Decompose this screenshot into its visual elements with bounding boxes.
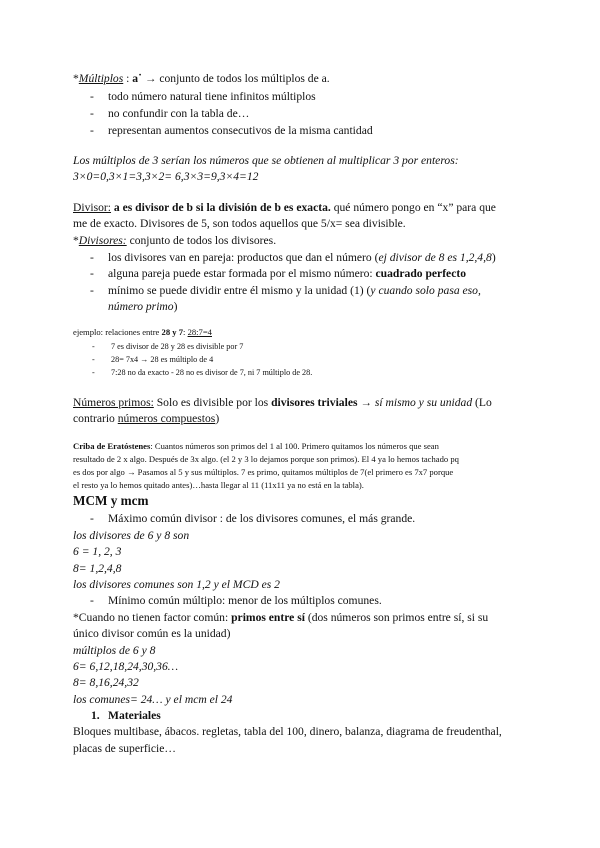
divisor-rest: qué número pongo en “x” para que: [330, 201, 496, 214]
mcm-italic-2: 6 = 1, 2, 3: [73, 545, 122, 558]
multiplos-example-1: Los múltiplos de 3 serían los números que se obtienen al multiplicar 3 por enteros:: [73, 154, 459, 167]
mcm-italic-6: 6= 6,12,18,24,30,36…: [73, 660, 179, 673]
bullet-dash: -: [92, 355, 95, 364]
bullet-dash: -: [90, 284, 94, 297]
separator: :: [123, 72, 133, 85]
materiales-line-1: Bloques multibase, ábacos. regletas, tabla del 100, dinero, balanza, diagrama de freudenthal,: [73, 725, 502, 738]
arrow-text: →: [357, 396, 375, 409]
materiales-line-2: placas de superficie…: [73, 742, 177, 755]
italic-text: y cuando solo pasa eso,: [370, 284, 481, 297]
mcm-italic-5: múltiplos de 6 y 8: [73, 644, 156, 657]
underlined-text: números compuestos: [117, 412, 216, 425]
text: ejemplo: relaciones entre: [73, 327, 162, 337]
criba-line-4: el resto ya lo hemos quitado antes)…hasta llegar al 11 (11x11 ya no está en la tabla).: [73, 480, 364, 490]
bullet-dash: -: [90, 251, 94, 264]
criba-line-3: es dos por algo → Pasamos al 5 y sus múltiplos. 7 es primo, quitamos múltiplos de 7(el primero es 7x7 porque: [73, 467, 454, 477]
text: : Cuantos números son primos del 1 al 100. Primero quitamos los números que sean: [150, 441, 439, 451]
ejemplo-bullet-1: 7 es divisor de 28 y 28 es divisible por 7: [111, 342, 244, 351]
text: Solo es divisible por los: [153, 396, 272, 409]
bullet-dash: -: [90, 107, 94, 120]
divisor-bold-def: a es divisor de b si la división de b es exacta.: [111, 201, 331, 214]
primos-term: Números primos:: [73, 396, 154, 409]
divisores-term: Divisores:: [78, 234, 127, 247]
divisor-bullet-2: [108, 266, 466, 281]
italic-text: ej divisor de 8 es 1,2,4,8: [378, 251, 492, 264]
text: :: [183, 327, 188, 337]
divisor-line-2: me de exacto. Divisores de 5, son todos aquellos que 5/x= sea divisible.: [73, 217, 406, 230]
criba-line-1: [73, 440, 439, 453]
text: (dos números son primos entre sí, si su: [304, 611, 489, 624]
bullet-dash: -: [92, 342, 95, 351]
mcm-italic-7: 8= 8,16,24,32: [73, 676, 139, 689]
mcm-note-1: [73, 610, 488, 625]
text: ): [491, 251, 496, 264]
divisor-bullet-3: [108, 283, 481, 298]
multiplos-def: → conjunto de todos los múltiplos de a.: [141, 72, 330, 85]
underlined-text: 28:7=4: [187, 327, 212, 337]
multiplos-bullet-1: todo número natural tiene infinitos múltiplos: [108, 90, 316, 103]
bullet-dash: -: [90, 267, 94, 280]
materiales-number: 1.: [91, 709, 100, 722]
ejemplo-bullet-3: 7:28 no da exacto - 28 no es divisor de 7, ni 7 múltiplo de 28.: [111, 368, 313, 377]
mcm-italic-8: los comunes= 24… y el mcm el 24: [73, 693, 233, 706]
criba-term: Criba de Eratóstenes: [73, 441, 151, 451]
italic-text: número primo: [108, 300, 174, 313]
primos-line-2: [73, 411, 219, 426]
bold-text: divisores triviales: [271, 396, 358, 409]
asterisk: *: [73, 72, 79, 85]
divisores-def: conjunto de todos los divisores.: [126, 234, 277, 247]
text: contrario: [73, 412, 118, 425]
multiplos-example-2: 3×0=0,3×1=3,3×2= 6,3×3=9,3×4=12: [73, 170, 259, 183]
multiplos-term: Múltiplos: [78, 72, 124, 85]
multiplos-bullet-3: representan aumentos consecutivos de la misma cantidad: [108, 124, 373, 137]
ejemplo-line: [73, 326, 212, 339]
divisor-bullet-1: [108, 250, 496, 265]
text: *Cuando no tienen factor común:: [73, 611, 232, 624]
bullet-dash: -: [92, 368, 95, 377]
multiplos-symbol: a˙: [132, 72, 142, 85]
multiplos-bullet-2: no confundir con la tabla de…: [108, 107, 250, 120]
divisor-term: Divisor:: [73, 201, 112, 214]
bold-text: 28 y 7: [161, 327, 184, 337]
mcm-bullet-2: Mínimo común múltiplo: menor de los múltiplos comunes.: [108, 594, 382, 607]
criba-line-2: resultado de 2 x algo. Después de 3x algo. (el 2 y 3 lo dejamos porque son primos). El 4 ya lo hemos tachado pq: [73, 454, 459, 464]
bullet-dash: -: [90, 594, 94, 607]
divisor-definition: [73, 200, 496, 215]
text: ): [215, 412, 220, 425]
divisores-definition: [73, 233, 276, 248]
mcm-note-2: único divisor común es la unidad): [73, 627, 231, 640]
primos-line-1: [73, 395, 492, 410]
text: alguna pareja puede estar formada por el mismo número:: [108, 267, 376, 280]
bullet-dash: -: [90, 90, 94, 103]
mcm-italic-4: los divisores comunes son 1,2 y el MCD es 2: [73, 578, 280, 591]
bullet-dash: -: [90, 124, 94, 137]
bold-text: primos entre sí: [231, 611, 305, 624]
asterisk: *: [73, 234, 79, 247]
bullet-dash: -: [90, 512, 94, 525]
mcm-bullet-1: Máximo común divisor : de los divisores comunes, el más grande.: [108, 512, 416, 525]
ejemplo-bullet-2: 28= 7x4 → 28 es múltiplo de 4: [111, 355, 214, 364]
divisor-bullet-3-cont: [108, 299, 177, 314]
mcm-italic-1: los divisores de 6 y 8 son: [73, 529, 190, 542]
text: mínimo se puede dividir entre él mismo y la unidad (1) (: [108, 284, 371, 297]
mcm-heading: MCM y mcm: [73, 493, 149, 508]
text: los divisores van en pareja: productos que dan el número (: [108, 251, 379, 264]
italic-text: sí mismo y su unidad: [374, 396, 473, 409]
materiales-heading: Materiales: [108, 709, 161, 722]
multiplos-definition: [73, 71, 330, 86]
text: (Lo: [472, 396, 492, 409]
bold-text: cuadrado perfecto: [375, 267, 467, 280]
text: ): [173, 300, 178, 313]
mcm-italic-3: 8= 1,2,4,8: [73, 562, 122, 575]
